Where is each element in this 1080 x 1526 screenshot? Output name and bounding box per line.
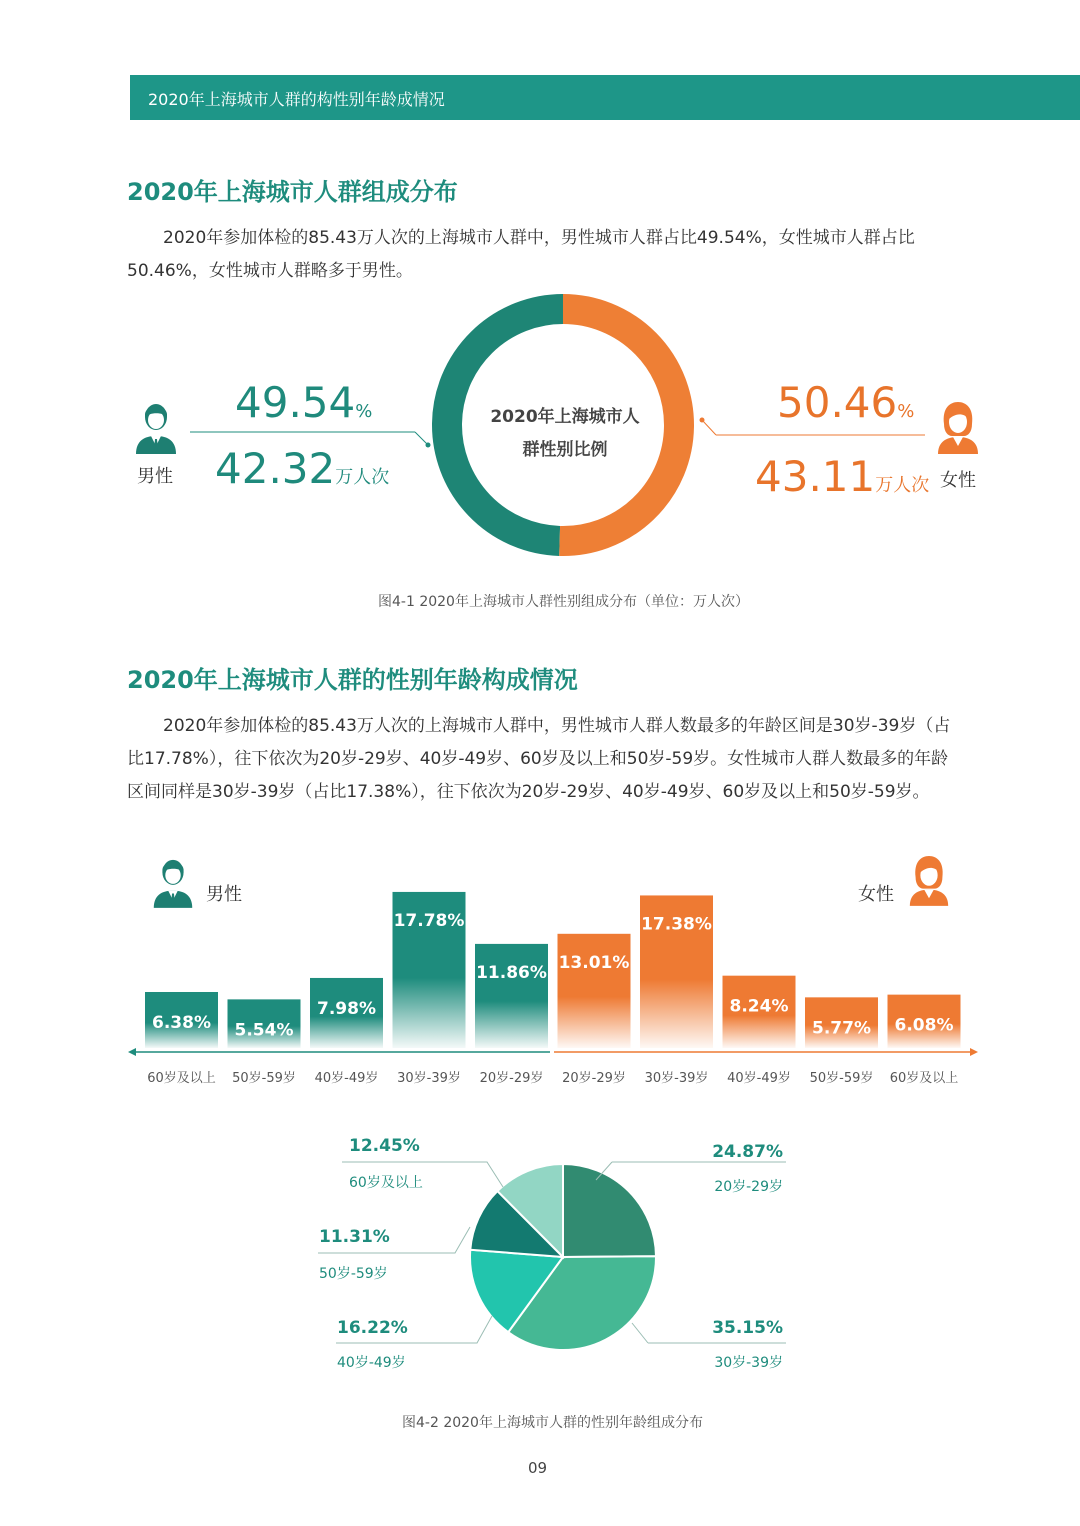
section1-title: 2020年上海城市人群组成分布 bbox=[127, 178, 458, 206]
male-percent-value: 49.54 bbox=[235, 378, 356, 427]
header-banner bbox=[130, 75, 1080, 120]
section1-paragraph: 2020年参加体检的85.43万人次的上海城市人群中，男性城市人群占比49.54%，女性城市人群占比50.46%，女性城市人群略多于男性。 bbox=[127, 228, 915, 281]
section2-paragraph: 2020年参加体检的85.43万人次的上海城市人群中，男性城市人群人数最多的年龄区间是30岁-39岁（占比17.78%），往下依次为20岁-29岁、40岁-49岁、60岁及以上和50岁-59岁。女性城市人群人数最多的年龄区间同样是30岁-39岁（占比17.38%），往下依次为20岁-29岁、40岁-49岁、60岁及以上和50岁-59岁。 bbox=[127, 716, 951, 802]
pie-category-label: 20岁-29岁 bbox=[714, 1179, 783, 1195]
pie-slice-0 bbox=[563, 1164, 656, 1257]
bar-category-label: 50岁-59岁 bbox=[232, 1071, 296, 1086]
bar-value-label: 11.86% bbox=[476, 962, 547, 983]
bar-value-label: 13.01% bbox=[558, 952, 630, 973]
pie-category-label: 60岁及以上 bbox=[349, 1175, 423, 1191]
age-bar-chart bbox=[0, 880, 1080, 1090]
bar-value-label: 17.38% bbox=[641, 914, 712, 935]
banner-title: 2020年上海城市人群的构性别年龄成情况 bbox=[148, 90, 445, 109]
donut-center-line1: 2020年上海城市人 bbox=[490, 407, 640, 427]
bar-value-label: 5.77% bbox=[812, 1018, 871, 1039]
donut-center-line2: 群性别比例 bbox=[522, 440, 608, 460]
pie-slices-group bbox=[470, 1164, 656, 1350]
bar-female-label: 女性 bbox=[858, 884, 894, 905]
bar-axis bbox=[128, 1048, 978, 1056]
bar-value-label: 7.98% bbox=[317, 998, 376, 1019]
bar-category-label: 30岁-39岁 bbox=[644, 1071, 709, 1086]
pie-category-label: 50岁-59岁 bbox=[319, 1266, 388, 1282]
bars-group bbox=[145, 892, 961, 1048]
bar-category-label: 60岁及以上 bbox=[889, 1071, 959, 1086]
pie-percent-label: 16.22% bbox=[337, 1318, 408, 1338]
female-percent-sign: % bbox=[897, 401, 915, 422]
bar-category-label: 40岁-49岁 bbox=[727, 1071, 791, 1086]
bar-female-5 bbox=[558, 934, 631, 1048]
male-connector-line bbox=[190, 432, 431, 448]
bar-value-label: 6.38% bbox=[152, 1012, 211, 1033]
female-count-value: 43.11 bbox=[755, 452, 876, 501]
female-count-unit: 万人次 bbox=[875, 475, 930, 496]
bar-category-label: 60岁及以上 bbox=[147, 1071, 216, 1086]
bar-category-label: 30岁-39岁 bbox=[397, 1071, 461, 1086]
bar-value-label: 8.24% bbox=[729, 996, 789, 1017]
pie-percent-label: 24.87% bbox=[712, 1142, 783, 1162]
bar-category-label: 20岁-29岁 bbox=[479, 1071, 544, 1086]
bar-male-label: 男性 bbox=[206, 884, 242, 905]
female-connector-line bbox=[700, 418, 926, 436]
pie-category-label: 30岁-39岁 bbox=[714, 1355, 783, 1371]
male-label: 男性 bbox=[137, 466, 173, 487]
pie-percent-label: 12.45% bbox=[349, 1136, 420, 1156]
figure2-caption: 图4-2 2020年上海城市人群的性别年龄组成分布 bbox=[402, 1415, 703, 1431]
bar-category-label: 20岁-29岁 bbox=[562, 1071, 626, 1086]
gender-donut-chart bbox=[0, 280, 1080, 570]
age-pie-chart bbox=[300, 1120, 820, 1380]
male-count-value: 42.32 bbox=[215, 444, 336, 493]
bar-value-label: 5.54% bbox=[234, 1020, 294, 1041]
section2-title: 2020年上海城市人群的性别年龄构成情况 bbox=[127, 666, 578, 694]
pie-percent-label: 11.31% bbox=[319, 1227, 390, 1247]
male-count-unit: 万人次 bbox=[335, 467, 390, 488]
bar-value-label: 17.78% bbox=[393, 910, 465, 931]
bar-category-label: 50岁-59岁 bbox=[809, 1071, 874, 1086]
bar-category-label: 40岁-49岁 bbox=[314, 1071, 379, 1086]
page-number: 09 bbox=[528, 1459, 548, 1477]
male-percent-sign: % bbox=[355, 401, 373, 422]
female-percent-value: 50.46 bbox=[777, 378, 898, 427]
figure1-caption: 图4-1 2020年上海城市人群性别组成分布（单位：万人次） bbox=[378, 594, 749, 610]
female-label: 女性 bbox=[940, 470, 976, 491]
pie-category-label: 40岁-49岁 bbox=[337, 1355, 406, 1371]
pie-percent-label: 35.15% bbox=[712, 1318, 783, 1338]
bar-male-4 bbox=[475, 944, 548, 1048]
bar-value-label: 6.08% bbox=[894, 1015, 954, 1036]
bar-category-labels bbox=[147, 1070, 958, 1086]
